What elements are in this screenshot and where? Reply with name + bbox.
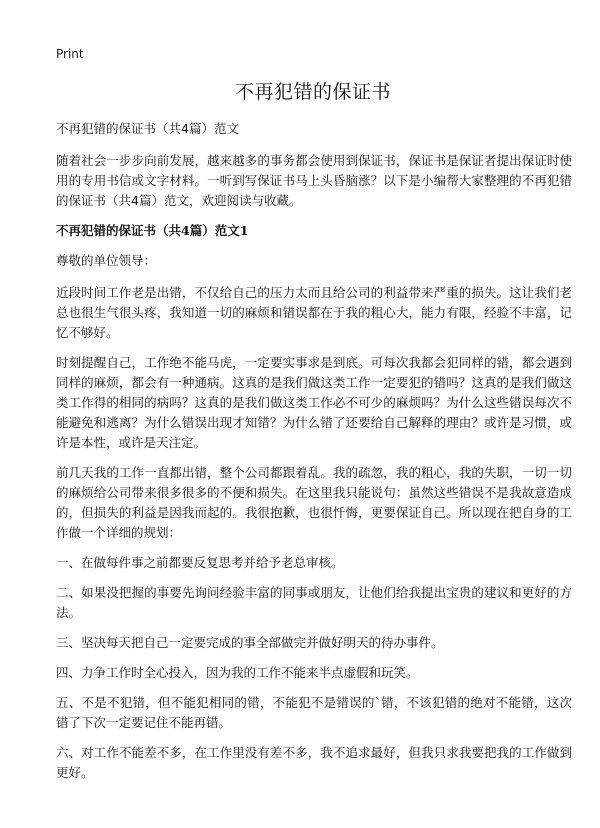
plan-item: 四、力争工作时全心投入，因为我的工作不能来半点虚假和玩笑。 [56,665,419,680]
plan-item: 六、对工作不能差不多，在工作里没有差不多，我不追求最好，但我只求我要把我的工作做到更好。 [56,745,572,780]
plan-item: 五、不是不犯错，但不能犯相同的错，不能犯不是错误的`错，不该犯错的绝对不能错，这次错了下次一定要记住不能再错。 [56,695,572,730]
document-subtitle: 不再犯错的保证书（共4篇）范文 [56,121,239,136]
section-heading: 不再犯错的保证书（共4篇）范文1 [56,223,249,238]
salutation: 尊敬的单位领导： [56,253,157,268]
plan-item: 二、如果没把握的事要先询问经验丰富的同事或朋友，让他们给我提出宝贵的建议和更好的方法。 [56,585,572,620]
document-title: 不再犯错的保证书 [234,81,391,103]
print-link[interactable]: Print [56,47,84,61]
body-paragraph: 时刻提醒自己，工作绝不能马虎，一定要实事求是到底。可每次我都会犯同样的错，都会遇到同样的麻烦，都会有一种通病。这真的是我们做这类工作一定要犯的错吗？这真的是我们做这类工作得的相同的病吗？这真的是我们做这类工作必不可少的麻烦吗？为什么这些错误每次不能避免和逃离？为什么错误出现才知错？为什么错了还要给自己解释的理由？或许是习惯，或许是本性，或许是天注定。 [56,355,572,450]
intro-paragraph: 随着社会一步步向前发展，越来越多的事务都会使用到保证书，保证书是保证者提出保证时使用的专用书信或文字材料。一听到写保证书马上头昏脑涨？以下是小编帮大家整理的不再犯错的保证书（共4篇）范文，欢迎阅读与收藏。 [56,153,572,208]
plan-item: 三、坚决每天把自己一定要完成的事全部做完并做好明天的待办事件。 [56,635,444,650]
body-paragraph: 前几天我的工作一直都出错，整个公司都跟着乱。我的疏忽，我的粗心，我的失职，一切一切的麻烦给公司带来很多很多的不便和损失。在这里我只能说句：虽然这些错误不是我故意造成的，但损失的利益是因我而起的。我很抱歉，也很忏悔，更要保证自己。所以现在把自身的工作做一个详细的规划： [56,465,572,540]
document-body [56,119,572,793]
body-paragraph: 近段时间工作老是出错，不仅给自己的压力太而且给公司的利益带来严重的损失。这让我们老总也很生气很头疼，我知道一切的麻烦和错误都在于我的粗心大，能力有限，经验不丰富，记忆不够好。 [56,285,572,340]
plan-item: 一、在做每件事之前都要反复思考并给予老总审核。 [56,555,344,570]
